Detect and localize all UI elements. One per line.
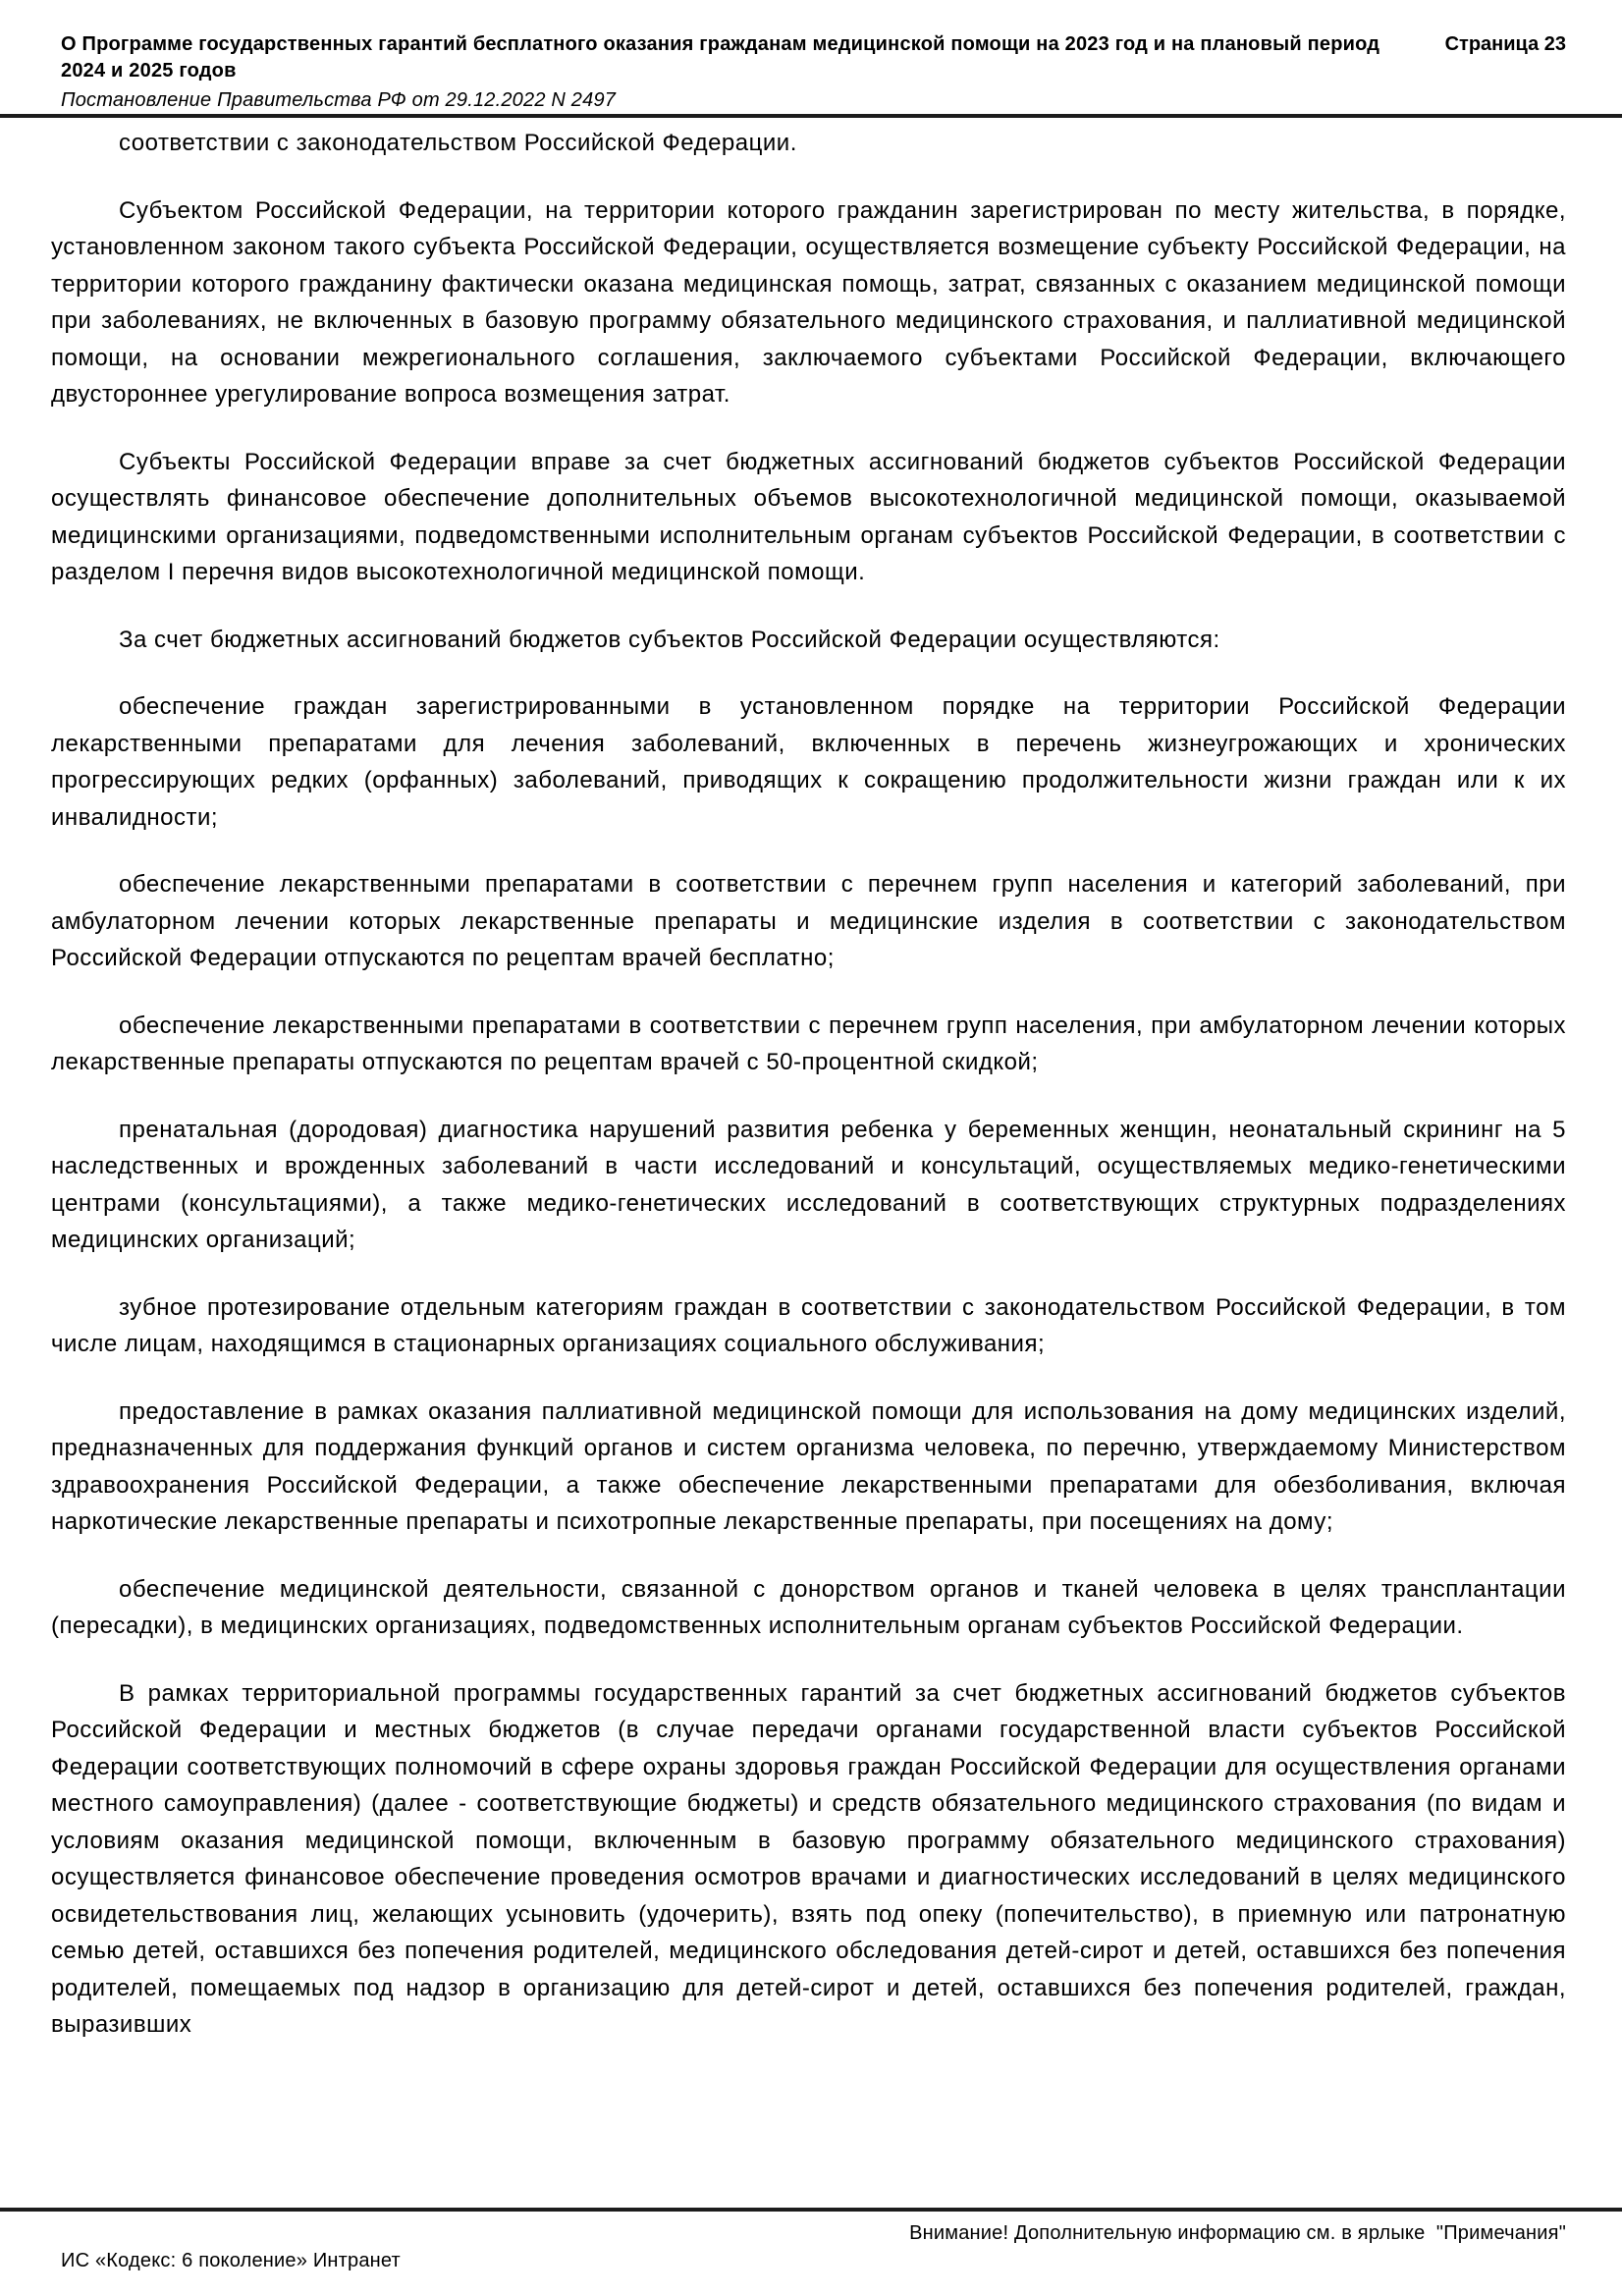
header-row bbox=[61, 31, 1566, 84]
footer-system-label: ИС «Кодекс: 6 поколение» Интранет bbox=[61, 2250, 401, 2271]
paragraph: Субъектом Российской Федерации, на территории которого гражданин зарегистрирован по месту жительства, в порядке, установленном законом такого субъекта Российской Федерации, осуществляется возмещение субъекту Российской Федерации, на территории которого гражданину фактически оказана медицинская помощь, затрат, связанных с оказанием медицинской помощи при заболеваниях, не включенных в базовую программу обязательного медицинского страхования, и паллиативной медицинской помощи, на основании межрегионального соглашения, заключаемого субъектами Российской Федерации, включающего двустороннее урегулирование вопроса возмещения затрат. bbox=[51, 196, 1566, 408]
paragraph: обеспечение лекарственными препаратами в соответствии с перечнем групп населения и категорий заболеваний, при амбулаторном лечении которых лекарственные препараты и медицинские изделия в соответствии с законодательством Российской Федерации отпускаются по рецептам врачей бесплатно; bbox=[51, 871, 1566, 971]
paragraph: В рамках территориальной программы государственных гарантий за счет бюджетных ассигнований бюджетов субъектов Российской Федерации и местных бюджетов (в случае передачи органами государственной власти субъектов Российской Федерации соответствующих полномочий в сфере охраны здоровья граждан Российской Федерации для осуществления органами местного самоуправления) (далее - соответствующие бюджеты) и средств обязательного медицинского страхования (по видам и условиям оказания медицинской помощи, включенным в базовую программу обязательного медицинского страхования) осуществляется финансовое обеспечение проведения осмотров врачами и диагностических исследований в целях медицинского освидетельствования лиц, желающих усыновить (удочерить), взять под опеку (попечительство), в приемную или патронатную семью детей, оставшихся без попечения родителей, медицинского обследования детей-сирот и детей, оставшихся без попечения родителей, помещаемых под надзор в организацию для детей-сирот и детей, оставшихся без попечения родителей, граждан, выразивших bbox=[51, 1679, 1566, 2038]
page-number: Страница 23 bbox=[1444, 33, 1566, 55]
document-body bbox=[51, 118, 1566, 2206]
paragraph: обеспечение граждан зарегистрированными в установленном порядке на территории Российской Федерации лекарственными препаратами для лечения заболеваний, включенных в перечень жизнеугрожающих и хронических прогрессирующих редких (орфанных) заболеваний, приводящих к сокращению продолжительности жизни граждан или к их инвалидности; bbox=[51, 693, 1566, 831]
document-header bbox=[61, 31, 1566, 114]
paragraph: пренатальная (дородовая) диагностика нарушений развития ребенка у беременных женщин, неонатальный скрининг на 5 наследственных и врожденных заболеваний в части исследований и консультаций, осуществляемых медико-генетическими центрами (консультациями), а также медико-генетических исследований в соответствующих структурных подразделениях медицинских организаций; bbox=[51, 1116, 1566, 1253]
paragraph: соответствии с законодательством Российской Федерации. bbox=[119, 130, 797, 156]
footer-divider bbox=[0, 2208, 1622, 2212]
footer-notice: Внимание! Дополнительную информацию см. в ярлыке "Примечания" bbox=[909, 2222, 1566, 2244]
paragraph: За счет бюджетных ассигнований бюджетов субъектов Российской Федерации осуществляются: bbox=[119, 626, 1220, 653]
document-title: О Программе государственных гарантий бесплатного оказания гражданам медицинской помощи на 2023 год и на плановый период 2024 и 2025 годов bbox=[61, 33, 1380, 82]
paragraph: обеспечение лекарственными препаратами в соответствии с перечнем групп населения, при амбулаторном лечении которых лекарственные препараты отпускаются по рецептам врачей с 50-процентной скидкой; bbox=[51, 1011, 1566, 1075]
paragraph: предоставление в рамках оказания паллиативной медицинской помощи для использования на дому медицинских изделий, предназначенных для поддержания функций органов и систем организма человека, по перечню, утверждаемому Министерством здравоохранения Российской Федерации, а также обеспечение лекарственными препаратами для обезболивания, включая наркотические лекарственные препараты и психотропные лекарственные препараты, при посещениях на дому; bbox=[51, 1397, 1566, 1535]
paragraph: зубное протезирование отдельным категориям граждан в соответствии с законодательством Российской Федерации, в том числе лицам, находящимся в стационарных организациях социального обслуживания; bbox=[51, 1293, 1566, 1357]
document-subtitle: Постановление Правительства РФ от 29.12.2022 N 2497 bbox=[61, 89, 617, 111]
paragraph: Субъекты Российской Федерации вправе за счет бюджетных ассигнований бюджетов субъектов Российской Федерации осуществлять финансовое обеспечение дополнительных объемов высокотехнологичной медицинской помощи, оказываемой медицинскими организациями, подведомственными исполнительным органам субъектов Российской Федерации, в соответствии с разделом I перечня видов высокотехнологичной медицинской помощи. bbox=[51, 448, 1566, 585]
paragraph: обеспечение медицинской деятельности, связанной с донорством органов и тканей человека в целях трансплантации (пересадки), в медицинских организациях, подведомственных исполнительным органам субъектов Российской Федерации. bbox=[51, 1575, 1566, 1639]
